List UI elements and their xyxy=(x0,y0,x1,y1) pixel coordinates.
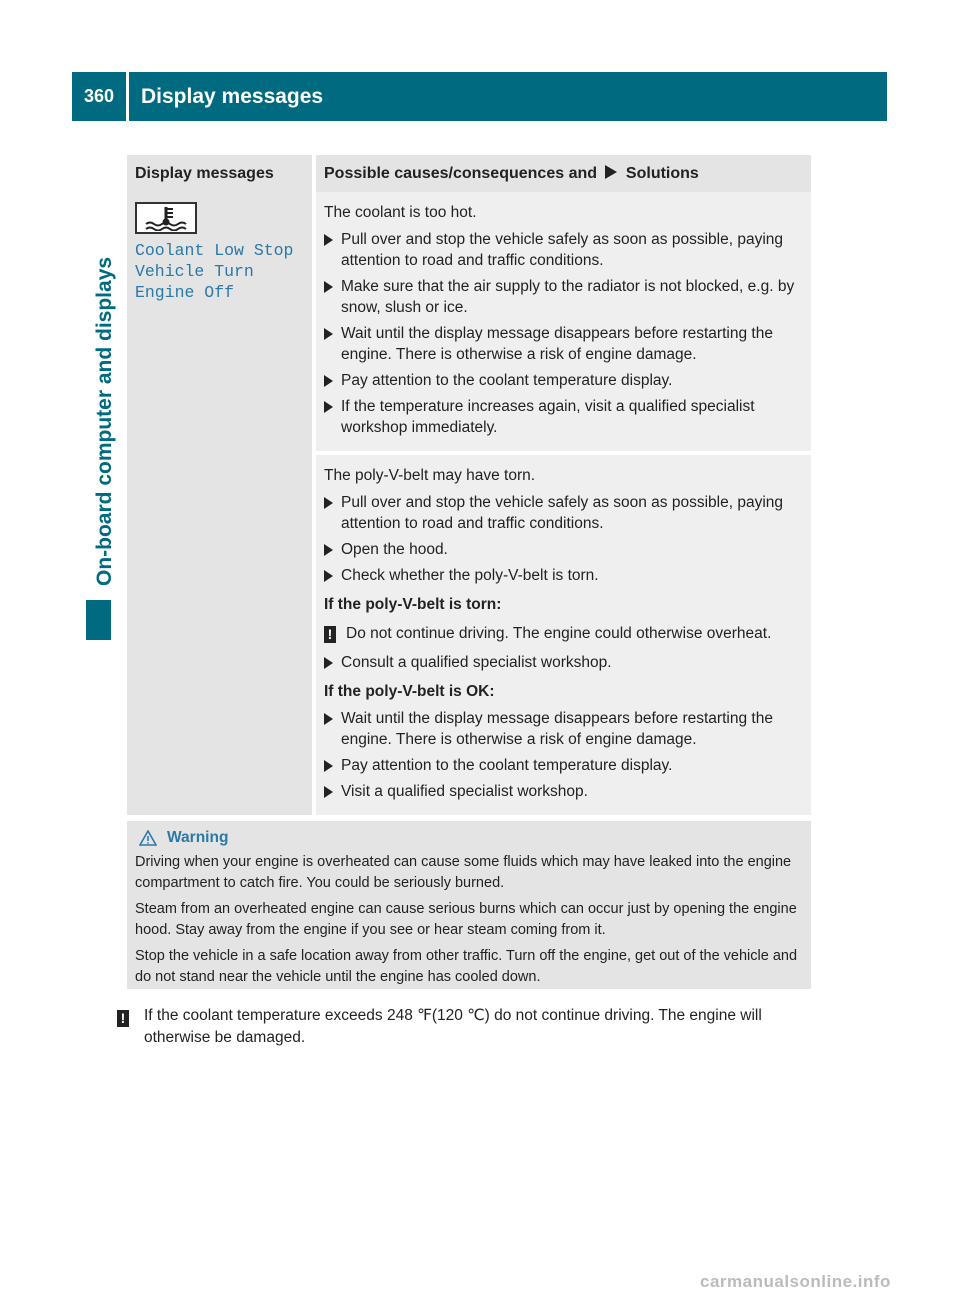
triangle-arrow-icon xyxy=(324,328,333,340)
warning-paragraph: Stop the vehicle in a safe location away from other traffic. Turn off the engine, get out of the vehicle and do not stand near the vehicle until the engine has cooled down. xyxy=(135,947,798,985)
column-header-solutions xyxy=(314,155,811,192)
list-item: Pull over and stop the vehicle safely as soon as possible, paying attention to road and traffic conditions. xyxy=(324,229,803,271)
page-header xyxy=(72,72,887,121)
warning-heading xyxy=(135,827,803,849)
exclamation-icon: ! xyxy=(117,1010,129,1027)
display-text-line-1: Coolant Low Stop xyxy=(135,241,294,260)
warning-box xyxy=(127,821,811,989)
exclamation-icon: ! xyxy=(324,626,336,643)
watermark: carmanualsonline.info xyxy=(700,1272,891,1291)
warning-title: Warning xyxy=(167,829,229,846)
triangle-arrow-icon xyxy=(324,234,333,246)
display-text-line-2: Vehicle Turn xyxy=(135,262,254,281)
caution-note: ! Do not continue driving. The engine could otherwise overheat. xyxy=(324,623,803,644)
warning-paragraph: Steam from an overheated engine can cause serious burns which can occur just by opening the engine hood. Stay away from the engine if you see or hear steam coming from it. xyxy=(135,900,797,938)
triangle-arrow-icon xyxy=(324,760,333,772)
solutions-cell-belt-torn xyxy=(314,453,811,815)
list-item: Make sure that the air supply to the radiator is not blocked, e.g. by snow, slush or ice. xyxy=(324,276,803,318)
note-text: If the coolant temperature exceeds 248 ℉(120 ℃) do not continue driving. The engine will otherwise be damaged. xyxy=(144,1007,762,1046)
subheading-belt-ok: If the poly-V-belt is OK: xyxy=(324,683,495,700)
display-message-cell xyxy=(127,192,314,815)
triangle-arrow-icon xyxy=(324,497,333,509)
side-section-label: On-board computer and displays xyxy=(93,256,116,586)
coolant-temperature-note xyxy=(117,1005,817,1049)
subheading-belt-torn: If the poly-V-belt is torn: xyxy=(324,596,502,613)
list-item: Consult a qualified specialist workshop. xyxy=(324,652,803,673)
page-number: 360 xyxy=(83,86,115,106)
display-text-line-3: Engine Off xyxy=(135,283,235,302)
triangle-arrow-icon xyxy=(324,657,333,669)
triangle-arrow-icon xyxy=(605,165,617,179)
list-item: Pull over and stop the vehicle safely as soon as possible, paying attention to road and traffic conditions. xyxy=(324,492,803,534)
cause-text: The coolant is too hot. xyxy=(324,204,477,221)
side-section-marker xyxy=(86,600,111,640)
column-header-causes: Possible causes/consequences and xyxy=(324,165,598,182)
list-item: Wait until the display message disappears before restarting the engine. There is otherwise a risk of engine damage. xyxy=(324,708,803,750)
solutions-cell-coolant-hot xyxy=(314,192,811,453)
warning-triangle-icon xyxy=(139,830,157,846)
list-item: Visit a qualified specialist workshop. xyxy=(324,781,803,802)
column-header-solutions-label: Solutions xyxy=(625,165,699,182)
triangle-arrow-icon xyxy=(324,401,333,413)
list-item: Pay attention to the coolant temperature display. xyxy=(324,370,803,391)
list-item: Wait until the display message disappears before restarting the engine. There is otherwise a risk of engine damage. xyxy=(324,323,803,365)
triangle-arrow-icon xyxy=(324,281,333,293)
coolant-temperature-icon xyxy=(135,202,197,234)
triangle-arrow-icon xyxy=(324,786,333,798)
triangle-arrow-icon xyxy=(324,713,333,725)
list-item: Open the hood. xyxy=(324,539,803,560)
list-item: Check whether the poly-V-belt is torn. xyxy=(324,565,803,586)
triangle-arrow-icon xyxy=(324,544,333,556)
display-messages-table xyxy=(127,155,811,815)
cause-text: The poly-V-belt may have torn. xyxy=(324,467,536,484)
page-title: Display messages xyxy=(141,84,324,108)
triangle-arrow-icon xyxy=(324,375,333,387)
triangle-arrow-icon xyxy=(324,570,333,582)
list-item: Pay attention to the coolant temperature display. xyxy=(324,755,803,776)
warning-paragraph: Driving when your engine is overheated can cause some fluids which may have leaked into the engine compartment to catch fire. You could be seriously burned. xyxy=(135,853,792,891)
column-header-display-messages: Display messages xyxy=(127,155,314,192)
list-item: If the temperature increases again, visit a qualified specialist workshop immediately. xyxy=(324,396,803,438)
